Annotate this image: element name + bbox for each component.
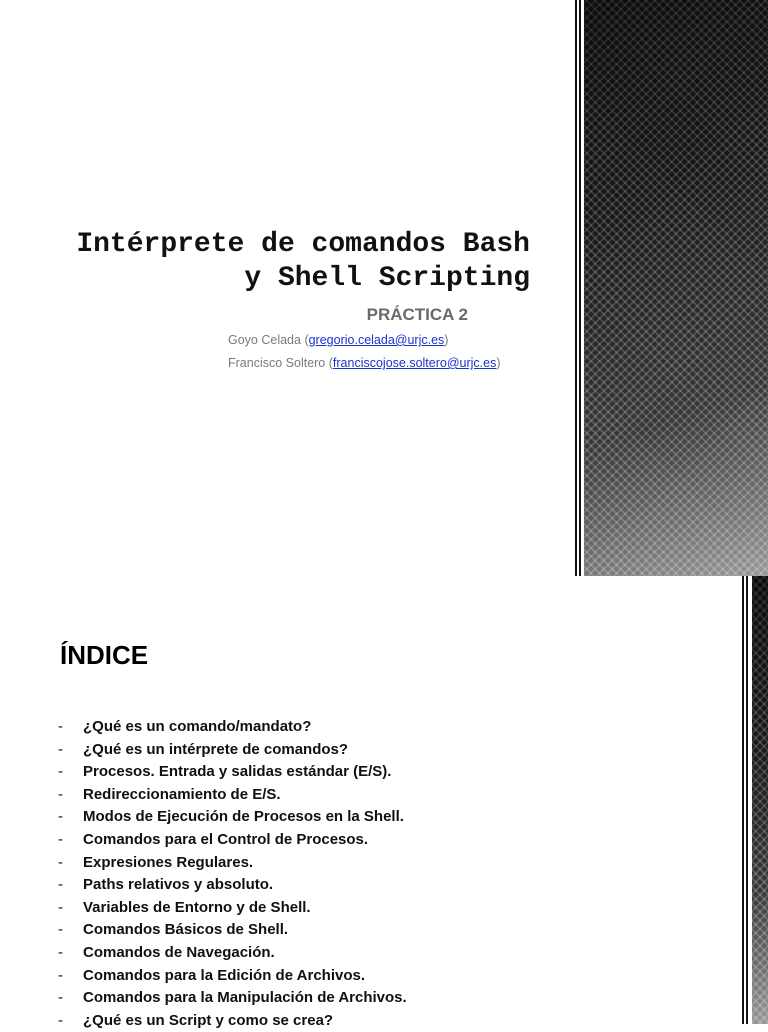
index-item bbox=[58, 1010, 407, 1032]
index-item bbox=[58, 897, 407, 920]
bullet-dash: - bbox=[58, 808, 63, 826]
index-item-text: Variables de Entorno y de Shell. bbox=[83, 898, 311, 916]
index-item bbox=[58, 761, 407, 784]
bullet-dash: - bbox=[58, 740, 63, 758]
index-item-text: Modos de Ejecución de Procesos en la Shell. bbox=[83, 808, 404, 826]
index-item bbox=[58, 987, 407, 1010]
author-line: Goyo Celada (gregorio.celada@urjc.es) bbox=[228, 333, 449, 347]
index-item bbox=[58, 829, 407, 852]
bullet-dash: - bbox=[58, 989, 63, 1007]
index-item bbox=[58, 716, 407, 739]
index-item-text: ¿Qué es un Script y como se crea? bbox=[83, 1011, 334, 1029]
bullet-dash: - bbox=[58, 966, 63, 984]
divider-line bbox=[579, 0, 581, 576]
index-item-text: Comandos de Navegación. bbox=[83, 943, 275, 961]
carbon-fiber-panel bbox=[584, 0, 768, 576]
author-email-link[interactable]: franciscojose.soltero@urjc.es bbox=[332, 356, 497, 370]
author-line: Francisco Soltero (franciscojose.soltero@urjc.es) bbox=[228, 356, 501, 370]
index-item bbox=[58, 739, 407, 762]
index-item-text: Comandos Básicos de Shell. bbox=[83, 921, 289, 939]
bullet-dash: - bbox=[58, 763, 63, 781]
index-item bbox=[58, 942, 407, 965]
bullet-dash: - bbox=[58, 898, 63, 916]
bullet-dash: - bbox=[58, 718, 63, 735]
slide-subtitle: PRÁCTICA 2 bbox=[366, 305, 468, 324]
bullet-dash: - bbox=[58, 785, 63, 803]
index-item-text: Paths relativos y absoluto. bbox=[83, 876, 274, 894]
index-item-text: ¿Qué es un intérprete de comandos? bbox=[83, 740, 349, 758]
carbon-fiber-panel bbox=[752, 576, 768, 1024]
index-item-text: Expresiones Regulares. bbox=[83, 853, 254, 871]
bullet-dash: - bbox=[58, 876, 63, 894]
bullet-dash: - bbox=[58, 853, 63, 871]
author-name: Goyo Celada bbox=[228, 333, 301, 347]
author-email-link[interactable]: gregorio.celada@urjc.es bbox=[308, 333, 445, 347]
divider-line bbox=[742, 576, 744, 1024]
index-heading: ÍNDICE bbox=[60, 640, 149, 670]
divider-line bbox=[575, 0, 577, 576]
index-item bbox=[58, 784, 407, 807]
slide-title-line-2: y Shell Scripting bbox=[244, 263, 530, 294]
bullet-dash: - bbox=[58, 1011, 63, 1029]
index-item-text: ¿Qué es un comando/mandato? bbox=[83, 718, 312, 735]
index-item-text: Comandos para el Control de Procesos. bbox=[83, 830, 369, 848]
author-name: Francisco Soltero bbox=[228, 356, 326, 370]
index-item bbox=[58, 806, 407, 829]
index-item bbox=[58, 965, 407, 988]
bullet-dash: - bbox=[58, 943, 63, 961]
bullet-dash: - bbox=[58, 921, 63, 939]
index-item-text: Comandos para la Manipulación de Archivos. bbox=[83, 989, 407, 1007]
index-item bbox=[58, 919, 407, 942]
index-item-text: Comandos para la Edición de Archivos. bbox=[83, 966, 366, 984]
index-item-text: Procesos. Entrada y salidas estándar (E/S). bbox=[83, 763, 392, 781]
slide-title-line-1: Intérprete de comandos Bash bbox=[76, 229, 530, 260]
divider-line bbox=[746, 576, 748, 1024]
index-item bbox=[58, 852, 407, 875]
index-item bbox=[58, 874, 407, 897]
index-item-text: Redireccionamiento de E/S. bbox=[83, 785, 281, 803]
index-list bbox=[58, 716, 407, 1032]
bullet-dash: - bbox=[58, 830, 63, 848]
